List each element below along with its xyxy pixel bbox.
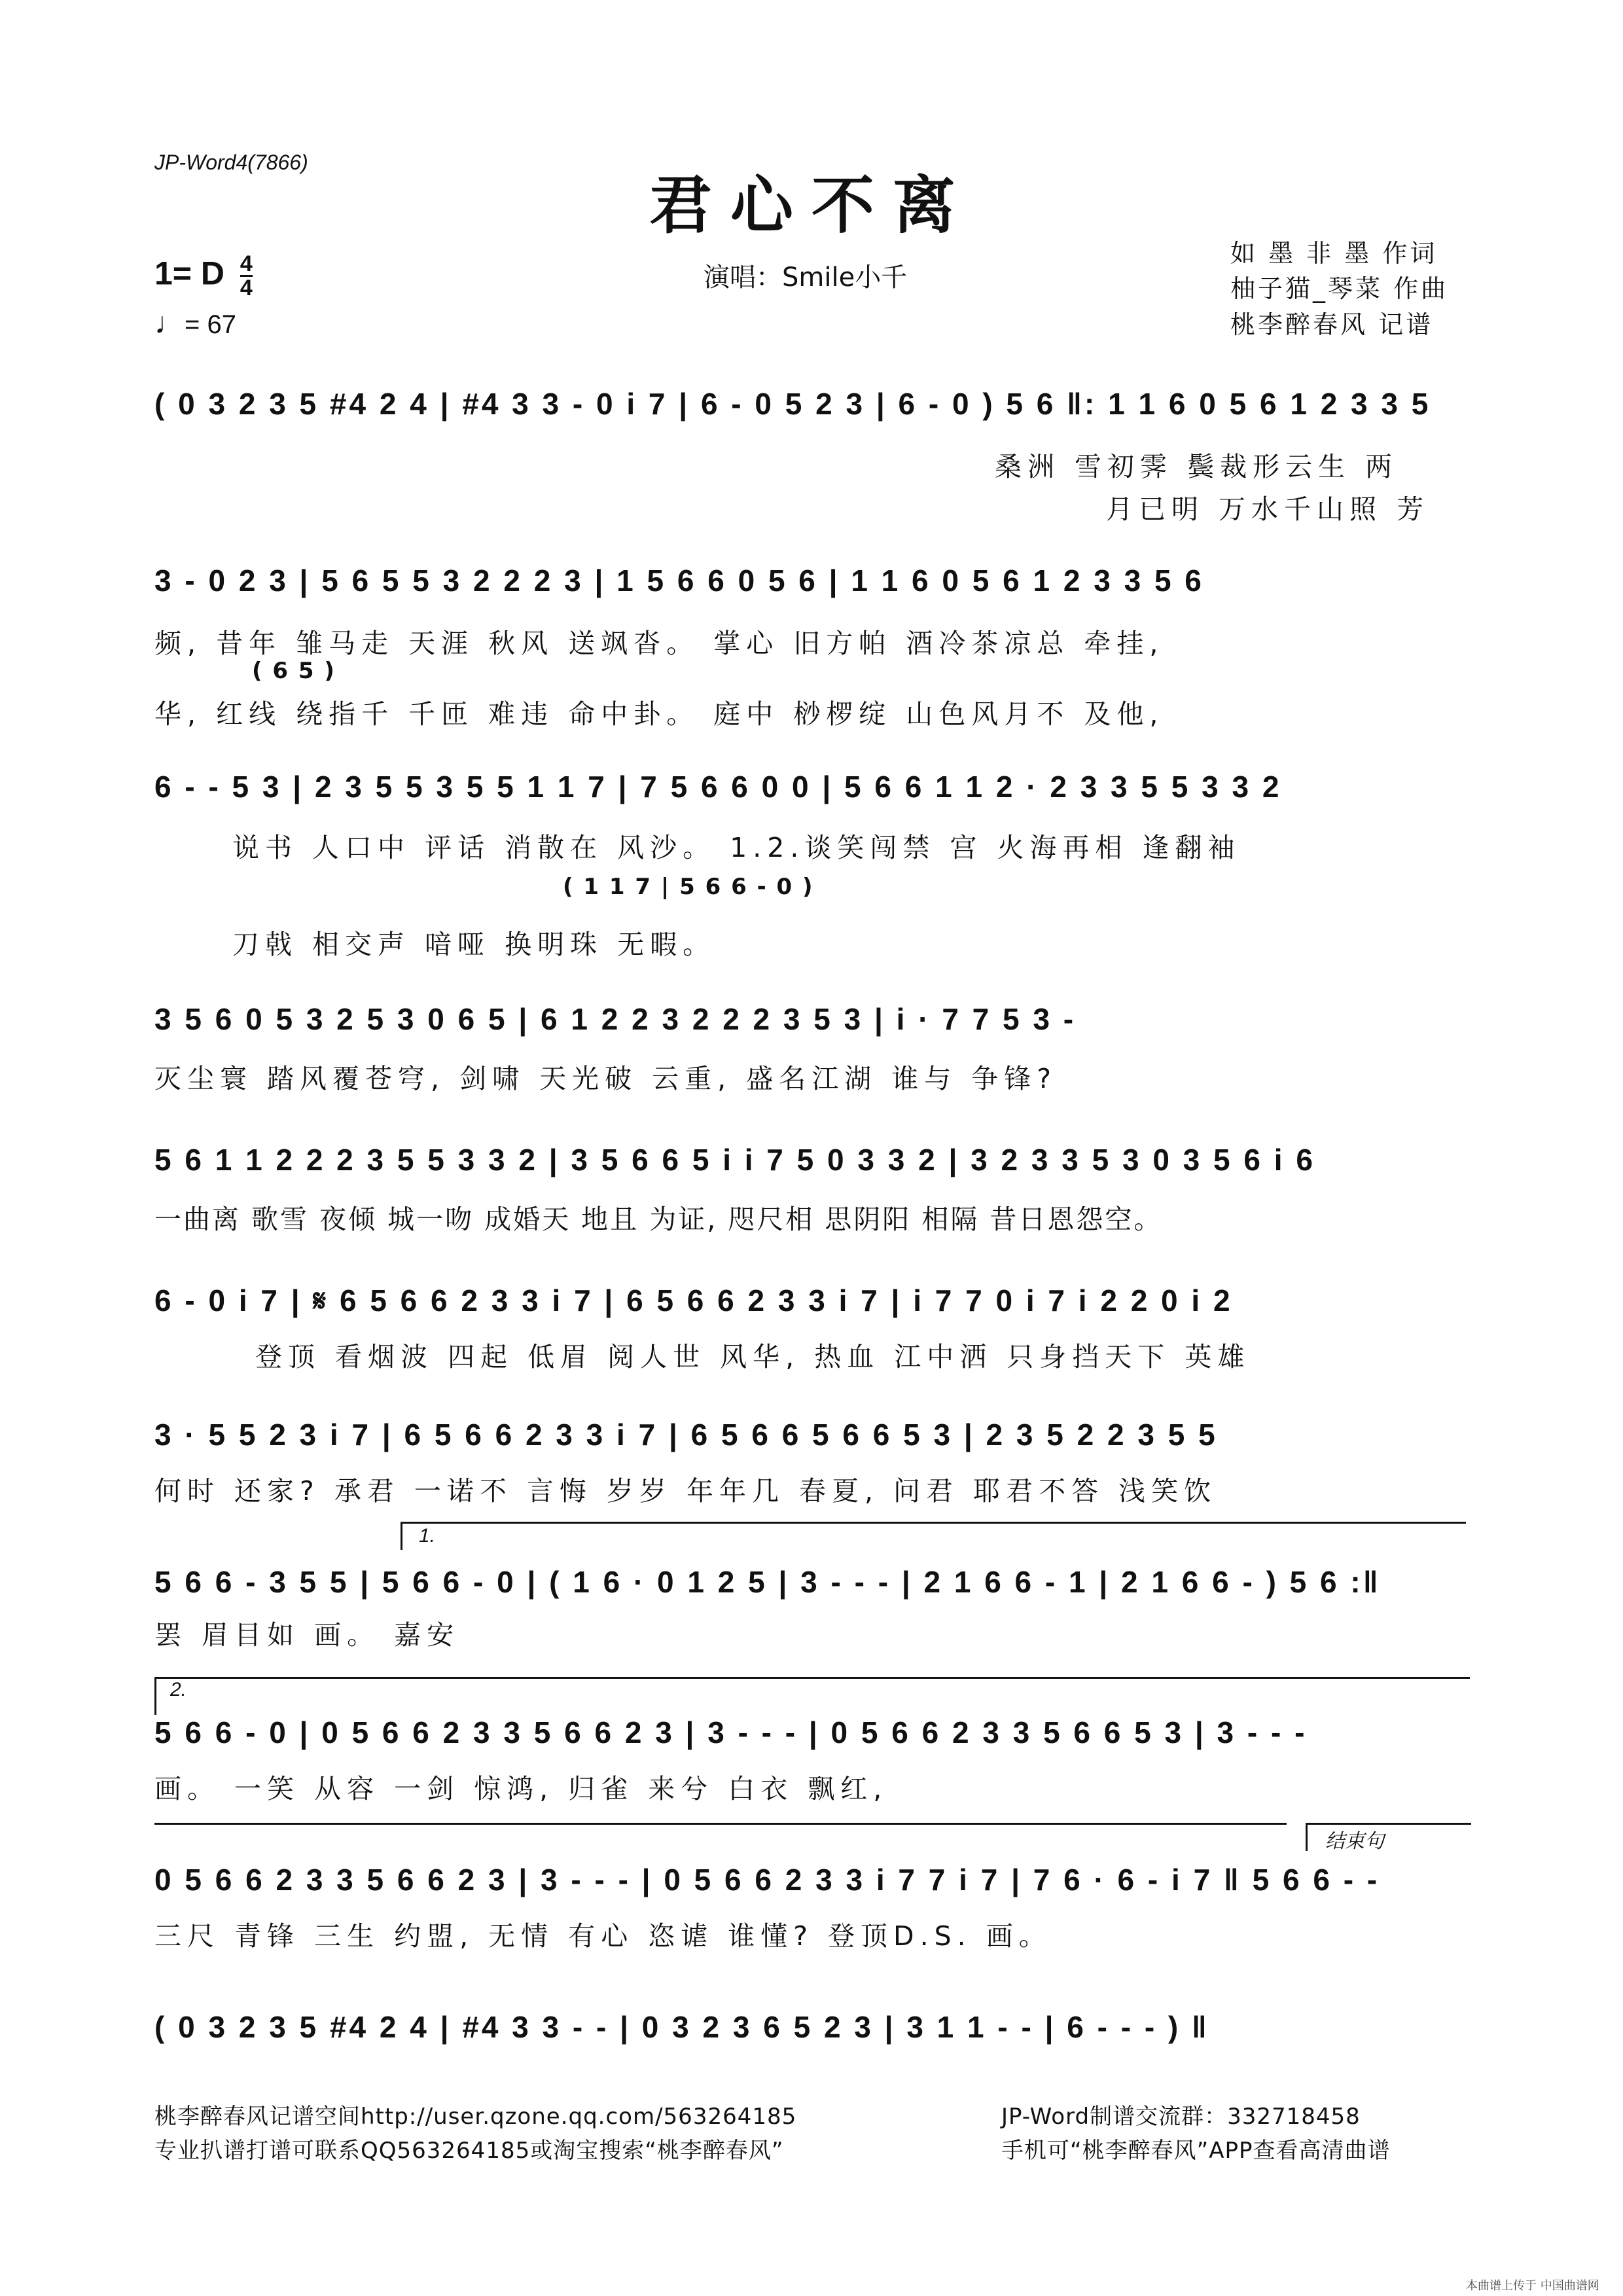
tempo-marking [154,305,236,340]
footer-right-2: 手机可“桃李醉春风”APP查看高清曲谱 [1001,2138,1391,2164]
alt-notes: ( 6 5 ) [252,658,336,684]
music-line: 3 - 0 2 3 | 5 6 5 5 3 2 2 2 3 | 1 5 6 6 0 5 6 | 1 1 6 0 5 6 1 2 3 3 5 6 [154,564,1204,598]
key-label: 1= D [154,255,225,292]
transcriber-credit: 桃李醉春风 记谱 [1230,310,1434,339]
lyric-line: 画。 一笑 从容 一剑 惊鸿, 归雀 来兮 白衣 飘红, [154,1773,888,1804]
volta-bracket-2 [154,1677,156,1715]
volta-label-2: 2. [170,1679,187,1700]
lyric-line: 何时 还家? 承君 一诺不 言悔 岁岁 年年几 春夏, 问君 耶君不答 浅笑饮 [154,1475,1217,1507]
music-line: 5 6 6 - 0 | 0 5 6 6 2 3 3 5 6 6 2 3 | 3 - - - | 0 5 6 6 2 3 3 5 6 6 5 3 | 3 - - - [154,1715,1308,1749]
music-line: 6 - - 5 3 | 2 3 5 5 3 5 5 1 1 7 | 7 5 6 6 0 0 | 5 6 6 1 1 2 · 2 3 3 5 5 3 3 2 [154,770,1282,804]
tempo-value: = 67 [185,310,236,339]
lyric-line: 桑洲 雪初霁 鬓裁形云生 两 [995,451,1399,482]
volta-label-1: 1. [419,1525,436,1547]
footer-right-1: JP-Word制谱交流群：332718458 [1001,2104,1361,2130]
watermark: 本曲谱上传于 中国曲谱网 [1466,2279,1599,2293]
composer-credit: 柚子猫_琴菜 作曲 [1230,274,1449,303]
time-signature [240,253,253,299]
system-divider [154,1677,1470,1679]
footer-left-1: 桃李醉春风记谱空间http://user.qzone.qq.com/563264185 [154,2104,797,2130]
singer-credit: 演唱：Smile小千 [704,262,908,293]
music-line: 5 6 1 1 2 2 2 3 5 5 3 3 2 | 3 5 6 6 5 i i 7 5 0 3 3 2 | 3 2 3 3 5 3 0 3 5 6 i 6 [154,1143,1315,1177]
alt-notes: ( 1 1 7 | 5 6 6 - 0 ) [563,874,814,900]
lyric-line: 频, 昔年 雏马走 天涯 秋风 送飒沓。 掌心 旧方帕 酒冷茶凉总 牵挂, [154,628,1164,659]
quarter-note-icon: ♩ [154,306,185,340]
lyric-line: 登顶 看烟波 四起 低眉 阅人世 风华, 热血 江中洒 只身挡天下 英雄 [255,1341,1251,1372]
footer-left-2: 专业扒谱打谱可联系QQ563264185或淘宝搜索“桃李醉春风” [154,2138,784,2164]
lyricist-credit: 如 墨 非 墨 作词 [1230,239,1438,268]
music-line: ( 0 3 2 3 5 #4 2 4 | #4 3 3 - - | 0 3 2 3 6 5 2 3 | 3 1 1 - - | 6 - - - ) ‖ [154,2010,1209,2044]
lyric-line: 灭尘寰 踏风覆苍穹, 剑啸 天光破 云重, 盛名江湖 谁与 争锋? [154,1063,1058,1094]
lyric-line: 华, 红线 绕指千 千匝 难违 命中卦。 庭中 桫椤绽 山色风月不 及他, [154,698,1164,730]
system-divider [154,1823,1287,1825]
lyric-line: 说书 人口中 评话 消散在 风沙。 1.2.谈笑闯禁 宫 火海再相 逢翻袖 [232,832,1241,863]
lyric-line: 三尺 青锋 三生 约盟, 无情 有心 恣谑 谁懂? 登顶D.S. 画。 [154,1920,1052,1952]
song-title: 君心不离 [649,168,974,242]
meter-top: 4 [240,251,253,276]
source-label: JP-Word4(7866) [154,151,308,174]
lyric-line: 月已明 万水千山照 芳 [1106,493,1430,525]
lyric-line: 一曲离 歌雪 夜倾 城一吻 成婚天 地且 为证, 咫尺相 思阴阳 相隔 昔日恩怨空。 [154,1204,1163,1235]
volta-bracket-1 [401,1522,1466,1550]
music-line: 3 · 5 5 2 3 i 7 | 6 5 6 6 2 3 3 i 7 | 6 5 6 6 5 6 6 5 3 | 2 3 5 2 2 3 5 5 [154,1418,1218,1452]
music-line: 3 5 6 0 5 3 2 5 3 0 6 5 | 6 1 2 2 3 2 2 2 3 5 3 | i · 7 7 5 3 - [154,1002,1077,1036]
music-line: ( 0 3 2 3 5 #4 2 4 | #4 3 3 - 0 i 7 | 6 - 0 5 2 3 | 6 - 0 ) 5 6 ‖: 1 1 6 0 5 6 1 2 3 3 5 [154,387,1431,421]
key-signature [154,253,253,299]
meter-bottom: 4 [240,276,253,300]
lyric-line: 刀戟 相交声 喑哑 换明珠 无暇。 [232,929,716,960]
lyric-line: 罢 眉目如 画。 嘉安 [154,1619,460,1651]
coda-label: 结束句 [1325,1831,1384,1852]
music-line: 5 6 6 - 3 5 5 | 5 6 6 - 0 | ( 1 6 · 0 1 2 5 | 3 - - - | 2 1 6 6 - 1 | 2 1 6 6 - ) 5 6 :‖ [154,1565,1381,1599]
music-line: 6 - 0 i 7 | 𝄋 6 5 6 6 2 3 3 i 7 | 6 5 6 6 2 3 3 i 7 | i 7 7 0 i 7 i 2 2 0 i 2 [154,1283,1233,1318]
music-line: 0 5 6 6 2 3 3 5 6 6 2 3 | 3 - - - | 0 5 6 6 2 3 3 i 7 7 i 7 | 7 6 · 6 - i 7 ‖ 5 6 6 - - [154,1863,1380,1897]
